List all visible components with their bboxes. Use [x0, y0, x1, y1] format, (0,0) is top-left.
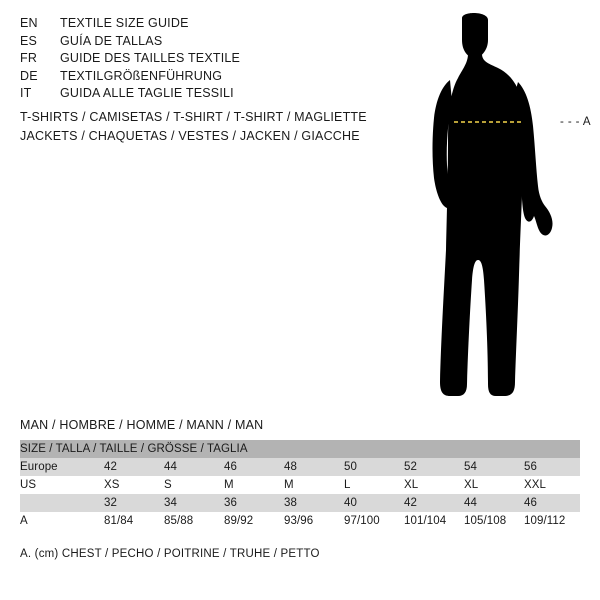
table-cell: XL — [464, 476, 524, 494]
table-row — [20, 512, 580, 530]
language-text: TEXTILE SIZE GUIDE — [60, 16, 189, 30]
language-text: GUIDA ALLE TAGLIE TESSILI — [60, 86, 234, 100]
language-row — [20, 34, 380, 52]
row-label: A — [20, 512, 104, 530]
silhouette-icon — [400, 10, 600, 410]
table-cell: 34 — [164, 494, 224, 512]
language-code: IT — [20, 86, 32, 100]
table-cell: 42 — [404, 494, 464, 512]
table-cell: M — [224, 476, 284, 494]
table-cell: L — [344, 476, 404, 494]
table-cell: 38 — [284, 494, 344, 512]
table-cell: 85/88 — [164, 512, 224, 530]
table-cell: 44 — [164, 458, 224, 476]
table-cell: 46 — [524, 494, 580, 512]
table-cell: 32 — [104, 494, 164, 512]
language-text: GUIDE DES TAILLES TEXTILE — [60, 51, 241, 65]
table-cell: S — [164, 476, 224, 494]
language-text: GUÍA DE TALLAS — [60, 33, 163, 48]
table-cell: 52 — [404, 458, 464, 476]
language-row — [20, 86, 380, 104]
table-cell: 44 — [464, 494, 524, 512]
measure-dashes: - - - — [560, 116, 580, 128]
table-cell: 93/96 — [284, 512, 344, 530]
category-line-jackets: JACKETS / CHAQUETAS / VESTES / JACKEN / GIACCHE — [20, 129, 360, 143]
category-list — [20, 110, 420, 148]
language-row — [20, 51, 380, 69]
language-code: EN — [20, 16, 38, 30]
size-table — [20, 440, 580, 530]
table-cell: XXL — [524, 476, 580, 494]
male-silhouette-figure — [400, 10, 600, 410]
table-cell: XL — [404, 476, 464, 494]
table-group-title: MAN / HOMBRE / HOMME / MANN / MAN — [20, 418, 264, 432]
table-cell: M — [284, 476, 344, 494]
table-cell: 89/92 — [224, 512, 284, 530]
table-cell: 101/104 — [404, 512, 464, 530]
table-cell: 50 — [344, 458, 404, 476]
row-label: Europe — [20, 458, 104, 476]
language-row — [20, 16, 380, 34]
table-cell: 97/100 — [344, 512, 404, 530]
table-cell: 56 — [524, 458, 580, 476]
table-cell: 36 — [224, 494, 284, 512]
table-cell: 109/112 — [524, 512, 580, 530]
language-text: TEXTILGRÖßENFÜHRUNG — [60, 68, 223, 83]
table-row — [20, 476, 580, 494]
footnote-chest-measure: A. (cm) CHEST / PECHO / POITRINE / TRUHE / PETTO — [20, 548, 320, 560]
language-row — [20, 69, 380, 87]
category-line-tshirts: T-SHIRTS / CAMISETAS / T-SHIRT / T-SHIRT / MAGLIETTE — [20, 110, 367, 124]
table-header-row — [20, 440, 580, 458]
language-list — [20, 16, 380, 104]
table-row — [20, 458, 580, 476]
row-label: US — [20, 476, 104, 494]
table-cell: 105/108 — [464, 512, 524, 530]
table-row — [20, 494, 580, 512]
table-cell: 40 — [344, 494, 404, 512]
language-code: DE — [20, 68, 38, 83]
row-label — [20, 494, 104, 512]
language-code: ES — [20, 33, 38, 48]
measure-label-a — [560, 116, 591, 128]
size-table-area — [20, 418, 580, 530]
table-cell: 48 — [284, 458, 344, 476]
table-cell: 81/84 — [104, 512, 164, 530]
table-cell: 42 — [104, 458, 164, 476]
table-cell: 46 — [224, 458, 284, 476]
table-header-label: SIZE / TALLA / TAILLE / GRÖSSE / TAGLIA — [20, 440, 580, 458]
table-cell: 54 — [464, 458, 524, 476]
measure-letter: A — [582, 116, 591, 128]
language-code: FR — [20, 51, 38, 65]
table-cell: XS — [104, 476, 164, 494]
